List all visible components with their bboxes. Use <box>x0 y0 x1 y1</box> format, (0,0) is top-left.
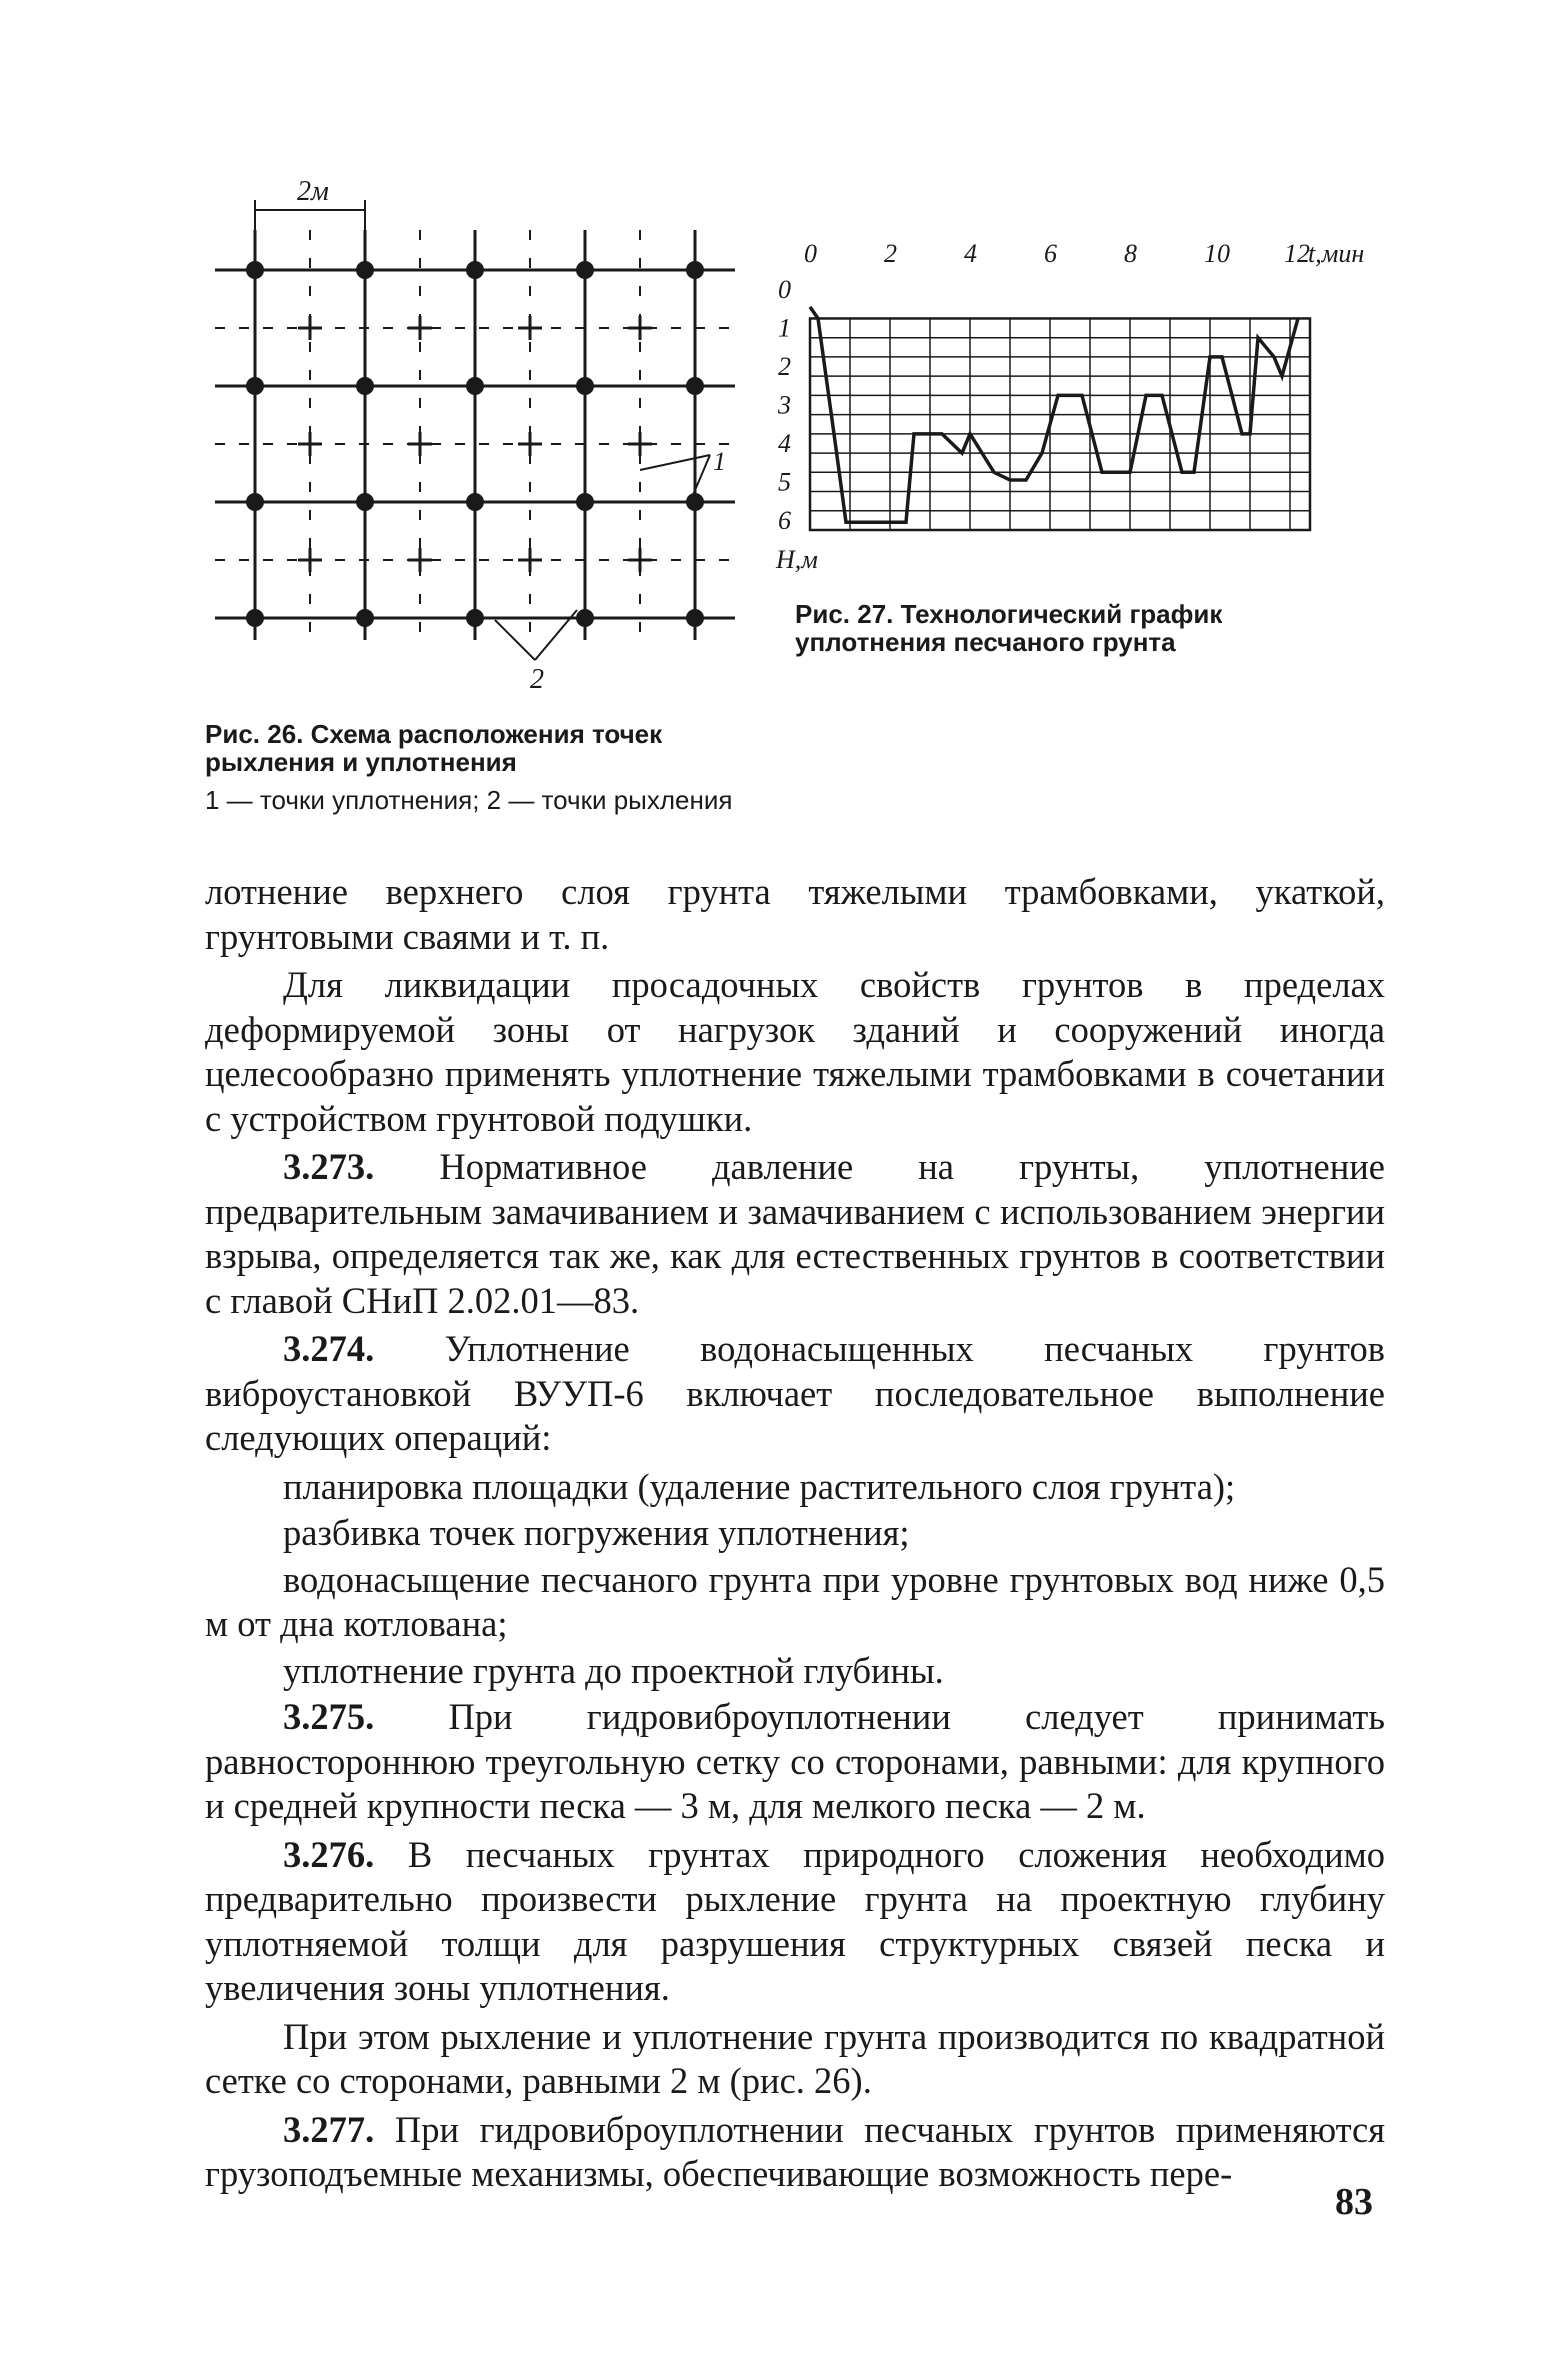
callout-1-label: 1 <box>713 447 726 476</box>
paragraph <box>205 1695 1385 1829</box>
figure-26-grid <box>205 170 745 710</box>
paragraph <box>205 1833 1385 2011</box>
page-number: 83 <box>1335 2181 1373 2223</box>
compaction-point <box>628 432 652 456</box>
x-axis-label: t,мин <box>1308 239 1365 268</box>
loosening-point <box>246 609 264 627</box>
compaction-point <box>408 548 432 572</box>
clause-text: При гидровиброуплотнении следует принимать равностороннюю треугольную сетку со сторонами, равными: для крупного и средней крупности песка — 3 м, для мелкого песка — 2 м. <box>205 1696 1385 1826</box>
y-tick-label: 4 <box>778 428 791 458</box>
callout-2-label: 2 <box>530 664 544 695</box>
loosening-point <box>576 377 594 395</box>
chart-grid <box>810 318 1310 530</box>
callout-leaders <box>495 455 710 660</box>
compaction-point <box>298 316 322 340</box>
y-axis-label: H,м <box>776 545 818 574</box>
list-item: водонасыщение песчаного грунта при уровне грунтовых вод ниже 0,5 м от дна котлована; <box>205 1558 1385 1644</box>
loosening-point <box>576 493 594 511</box>
x-tick-label: 2 <box>884 239 897 268</box>
loosening-point <box>246 261 264 279</box>
loosening-point <box>246 493 264 511</box>
list-item: разбивка точек погружения уплотнения; <box>283 1512 910 1553</box>
figure-26-caption-title: Рис. 26. Схема расположения точек рыхления и уплотнения <box>205 719 663 777</box>
loosening-point <box>356 493 374 511</box>
y-tick-label: 6 <box>778 505 791 535</box>
figure-27-caption: Рис. 27. Технологический график уплотнения песчаного грунта <box>795 599 1223 657</box>
loosening-point <box>686 493 704 511</box>
compaction-point <box>518 316 542 340</box>
clause-text: Уплотнение водонасыщенных песчаных грунтов виброустановкой ВУУП-6 включает последовательное выполнение следующих операций: <box>205 1328 1386 1458</box>
loosening-point <box>466 377 484 395</box>
paragraph: При этом рыхление и уплотнение грунта производится по квадратной сетке со сторонами, равными 2 м (рис. 26). <box>205 2015 1385 2101</box>
figure-26 <box>205 170 745 710</box>
paragraph <box>205 1145 1385 1323</box>
loosening-point <box>576 609 594 627</box>
y-tick-label: 1 <box>778 313 791 343</box>
chart-frame <box>810 318 1310 530</box>
paragraph: Для ликвидации просадочных свойств грунтов в пределах деформируемой зоны от нагрузок зданий и сооружений иногда целесообразно применять уплотнение тяжелыми трамбовками в сочетании с устройством грунтовой подушки. <box>205 964 1385 1139</box>
y-tick-label: 0 <box>778 275 791 304</box>
paragraph <box>205 2108 1385 2197</box>
loosening-point <box>576 261 594 279</box>
clause-number: 3.274. <box>283 1328 375 1369</box>
body-text <box>205 870 1385 2201</box>
loosening-point <box>466 609 484 627</box>
x-tick-label: 8 <box>1124 239 1137 268</box>
x-tick-label: 4 <box>964 239 977 268</box>
loosening-point <box>356 261 374 279</box>
compaction-point <box>298 432 322 456</box>
compaction-point <box>518 548 542 572</box>
y-tick-label: 5 <box>778 467 791 497</box>
y-tick-label: 2 <box>778 351 791 381</box>
compaction-point <box>298 548 322 572</box>
loosening-point <box>686 261 704 279</box>
y-tick-label: 3 <box>778 390 791 420</box>
compaction-point <box>408 432 432 456</box>
figure-26-caption <box>205 720 765 814</box>
paragraph <box>205 1327 1385 1461</box>
figure-27-chart <box>770 239 1365 600</box>
x-tick-label: 0 <box>804 239 817 268</box>
paragraph: лотнение верхнего слоя грунта тяжелыми трамбовками, укаткой, грунтовыми сваями и т. п. <box>205 871 1385 957</box>
x-tick-label: 12 <box>1284 239 1310 268</box>
loosening-point <box>466 493 484 511</box>
loosening-point <box>356 609 374 627</box>
compaction-point <box>628 316 652 340</box>
clause-text: Нормативное давление на грунты, уплотнение предварительным замачиванием и замачиванием с использованием энергии взрыва, определяется так же, как для естественных грунтов в соответствии с главой СНиП 2.02.01—83. <box>205 1146 1386 1321</box>
compaction-point <box>628 548 652 572</box>
figure-26-caption-legend: 1 — точки уплотнения; 2 — точки рыхления <box>205 785 733 815</box>
clause-number: 3.277. <box>283 2108 375 2150</box>
loosening-point <box>246 377 264 395</box>
loosening-point <box>466 261 484 279</box>
list-item: уплотнение грунта до проектной глубины. <box>283 1649 944 1691</box>
compaction-point <box>408 316 432 340</box>
loosening-point <box>686 377 704 395</box>
clause-number: 3.276. <box>283 1833 375 1875</box>
list-item: планировка площадки (удаление растительного слоя грунта); <box>283 1465 1236 1507</box>
loosening-point <box>686 609 704 627</box>
x-tick-label: 6 <box>1044 239 1057 268</box>
dimension-label: 2м <box>297 176 329 207</box>
clause-text: В песчаных грунтах природного сложения необходимо предварительно произвести рыхление грунта на проектную глубину уплотняемой толщи для разрушения структурных связей песка и увеличения зоны уплотнения. <box>205 1833 1385 2008</box>
clause-text: При гидровиброуплотнении песчаных грунтов применяются грузоподъемные механизмы, обеспечивающие возможность пере- <box>205 2108 1385 2194</box>
loosening-point <box>356 377 374 395</box>
x-tick-label: 10 <box>1204 239 1230 268</box>
clause-number: 3.275. <box>283 1696 375 1737</box>
compaction-point <box>518 432 542 456</box>
clause-number: 3.273. <box>283 1146 375 1187</box>
